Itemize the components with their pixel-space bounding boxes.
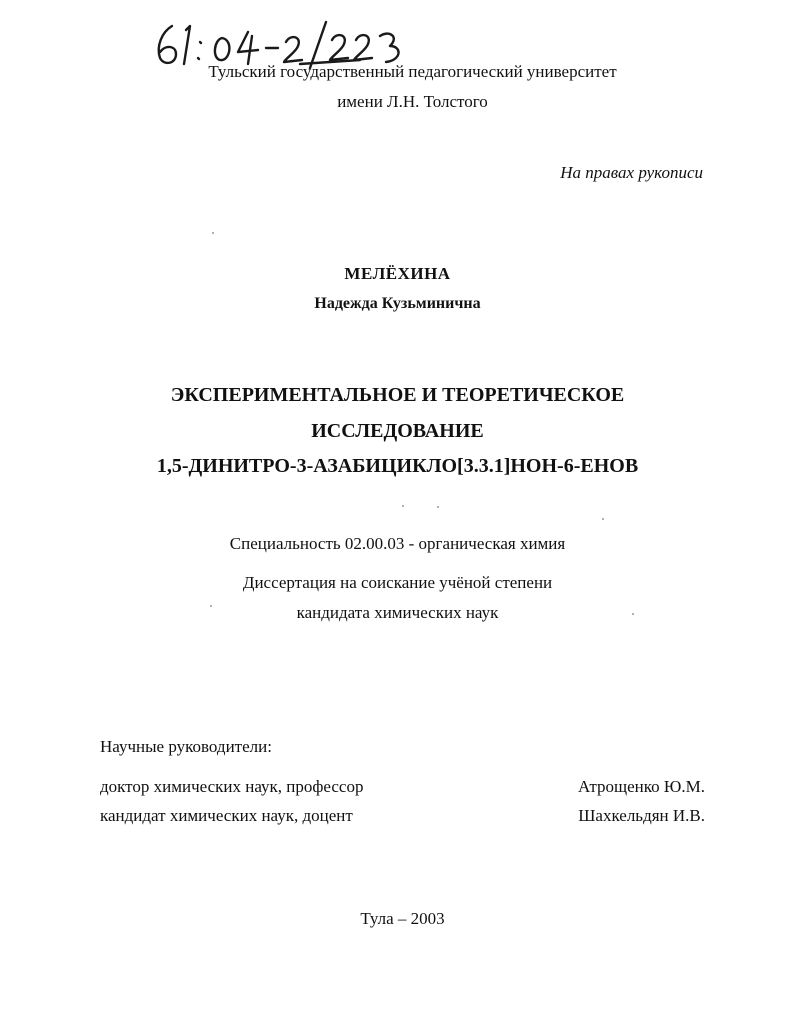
advisor-row [100,806,705,830]
university-named-after: имени Л.Н. Толстого [337,92,488,111]
thesis-title-line-2: ИССЛЕДОВАНИЕ [311,420,484,442]
thesis-title-line-3: 1,5-ДИНИТРО-3-АЗАБИЦИКЛО[3.3.1]НОН-6-ЕНОВ [156,455,639,477]
advisors-label: Научные руководители: [100,737,272,756]
degree-line-2: кандидата химических наук [296,603,499,622]
thesis-title-line-1: ЭКСПЕРИМЕНТАЛЬНОЕ И ТЕОРЕТИЧЕСКОЕ [170,384,625,406]
scan-speck [437,506,439,508]
advisor-role: доктор химических наук, профессор [100,777,364,796]
author-given-names: Надежда Кузьминична [314,295,481,312]
university-name: Тульский государственный педагогический университет [208,62,617,81]
scan-speck [402,505,404,507]
scan-speck [210,605,212,607]
city-year: Тула – 2003 [360,909,445,928]
manuscript-rights-note: На правах рукописи [560,163,703,182]
scan-speck [212,232,214,234]
specialty: Специальность 02.00.03 - органическая химия [229,534,566,553]
scan-speck [632,613,634,615]
degree-line-1: Диссертация на соискание учёной степени [242,573,553,592]
advisor-name: Шахкельдян И.В. [578,806,705,825]
scan-speck [602,518,604,520]
advisor-row [100,777,705,801]
advisor-role: кандидат химических наук, доцент [100,806,353,825]
advisor-name: Атрощенко Ю.М. [577,777,705,796]
author-surname: МЕЛЁХИНА [344,264,451,283]
